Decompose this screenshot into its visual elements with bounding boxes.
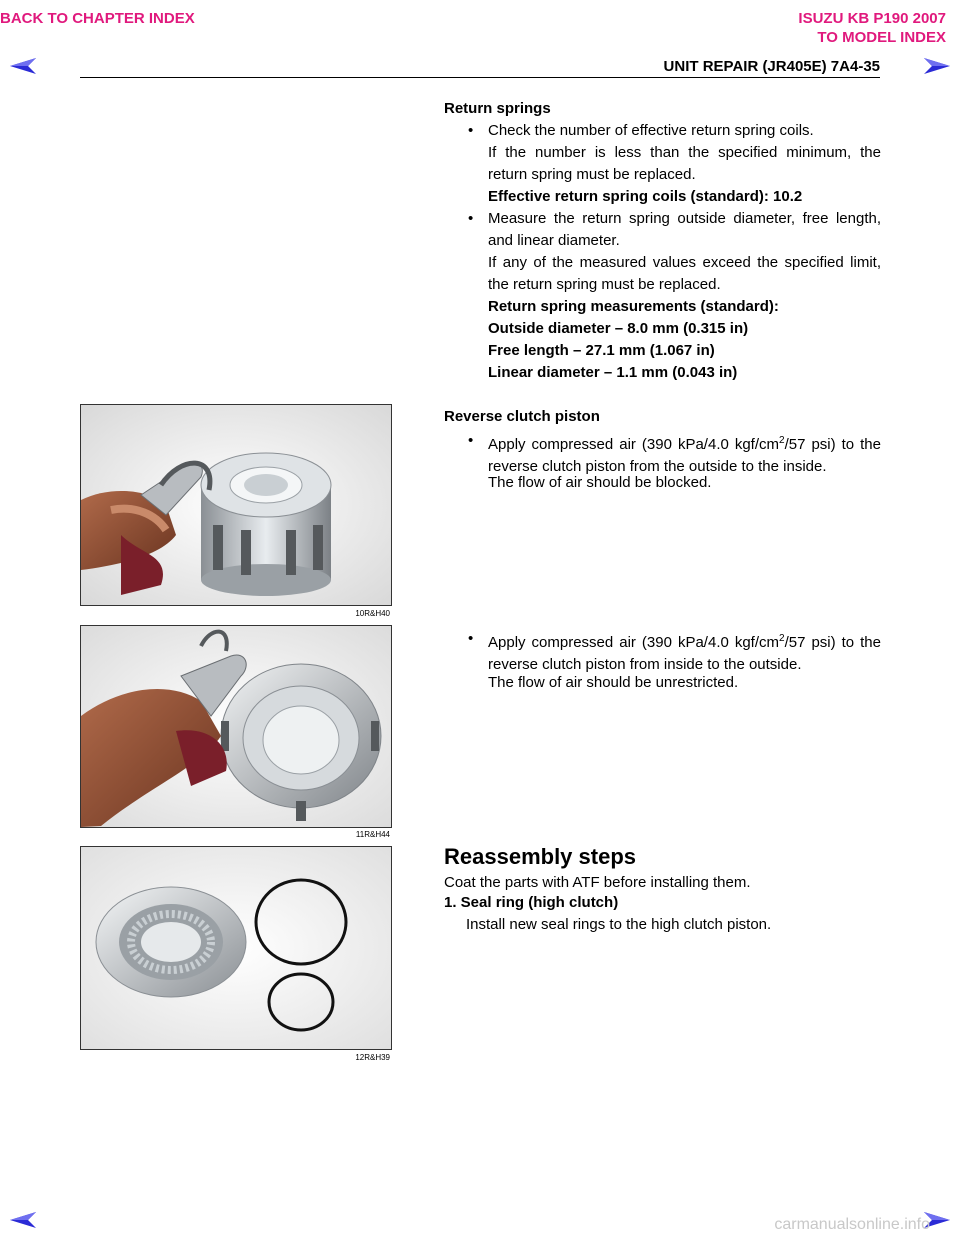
watermark: carmanualsonline.info [774,1216,930,1233]
spec-free-length: Free length – 27.1 mm (1.067 in) [488,342,715,359]
reassembly-heading: Reassembly steps [444,844,636,869]
next-page-arrow-icon[interactable] [922,56,952,76]
reverse-clutch-bullet-2: Apply compressed air (390 kPa/4.0 kgf/$cm^2/57$ psi) to the reverse clutch piston from inside to the outside. [488,633,881,673]
reverse-clutch-note-2: The flow of air should be unrestricted. [488,674,739,691]
page-header-title: UNIT REPAIR (JR405E) 7A4-35 [663,58,880,75]
figure-3-caption: 12R&H39 [355,1053,390,1062]
spec-heading: Return spring measurements (standard): [488,298,779,315]
header-rule [80,77,880,78]
to-model-index-link[interactable]: TO MODEL INDEX [817,29,946,46]
bullet-icon: • [468,630,474,647]
previous-page-arrow-icon[interactable] [8,56,38,76]
figure-reverse-clutch-outside [80,404,392,606]
reverse-clutch-note-1: The flow of air should be blocked. [488,474,712,491]
spec-linear-diameter: Linear diameter – 1.1 mm (0.043 in) [488,364,738,381]
return-springs-para-2: If any of the measured values exceed the specified limit, the return spring must be replaced. [488,254,881,293]
model-title-link[interactable]: ISUZU KB P190 2007 [798,10,946,27]
previous-page-arrow-icon[interactable] [8,1210,38,1230]
return-springs-bullet-1: Check the number of effective return spring coils. [488,122,814,139]
reassembly-intro: Coat the parts with ATF before installing them. [444,874,751,891]
bullet-icon: • [468,210,474,227]
bullet-icon: • [468,122,474,139]
step-1-text: Install new seal rings to the high clutch piston. [466,916,772,933]
bullet-icon: • [468,432,474,449]
step-1-title: 1. Seal ring (high clutch) [444,894,619,911]
reverse-clutch-heading: Reverse clutch piston [444,408,600,425]
figure-2-caption: 11R&H44 [355,830,390,839]
figure-high-clutch-seal-rings [80,846,392,1050]
figure-reverse-clutch-inside [80,625,392,828]
spec-outside-diameter: Outside diameter – 8.0 mm (0.315 in) [488,320,749,337]
return-springs-spec-1: Effective return spring coils (standard): 10.2 [488,188,803,205]
back-to-chapter-index-link[interactable]: BACK TO CHAPTER INDEX [0,10,195,27]
return-springs-bullet-2: Measure the return spring outside diameter, free length, and linear diameter. [488,210,881,249]
return-springs-heading: Return springs [444,100,551,117]
return-springs-para-1: If the number is less than the specified minimum, the return spring must be replaced. [488,144,881,183]
figure-1-caption: 10R&H40 [355,609,390,618]
reverse-clutch-bullet-1: Apply compressed air (390 kPa/4.0 kgf/$cm^2/57$ psi) to the reverse clutch piston from the outside to the inside. [488,435,881,475]
